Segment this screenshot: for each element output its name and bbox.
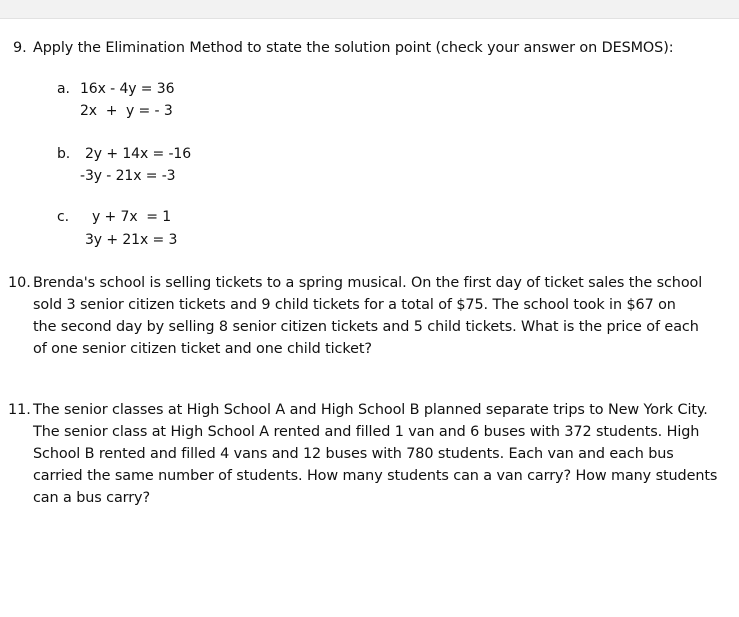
problem-10-line-3: the second day by selling 8 senior citizen tickets and 5 child tickets. What is the price of each <box>33 319 699 335</box>
problem-11-line-3: School B rented and filled 4 vans and 12 buses with 780 students. Each van and each bus <box>33 446 674 462</box>
problem-10-line-2: sold 3 senior citizen tickets and 9 child tickets for a total of $75. The school took in $67 on <box>33 297 676 313</box>
part-a-label: a. <box>57 81 70 97</box>
part-b-equation-1: 2y + 14x = -16 <box>85 146 192 162</box>
part-a-equation-1: 16x - 4y = 36 <box>80 81 175 97</box>
problem-11-line-2: The senior class at High School A rented and filled 1 van and 6 buses with 372 students. High <box>33 424 700 440</box>
problem-11-line-4: carried the same number of students. How many students can a van carry? How many students <box>33 468 718 484</box>
problem-10-line-4: of one senior citizen ticket and one child ticket? <box>33 341 372 357</box>
problem-11-number: 11. <box>8 402 31 418</box>
problem-9-prompt: Apply the Elimination Method to state the solution point (check your answer on DESMOS): <box>33 40 674 56</box>
problem-10-line-1: Brenda's school is selling tickets to a spring musical. On the first day of ticket sales the school <box>33 275 703 291</box>
part-c-label: c. <box>57 209 69 225</box>
part-a-equation-2: 2x + y = - 3 <box>80 103 173 119</box>
part-b-label: b. <box>57 146 71 162</box>
part-c-equation-1: y + 7x = 1 <box>92 209 171 225</box>
problem-11-line-1: The senior classes at High School A and High School B planned separate trips to New York City. <box>33 402 708 418</box>
part-c-equation-2: 3y + 21x = 3 <box>85 232 178 248</box>
problem-9-number: 9. <box>13 40 27 56</box>
problem-10-number: 10. <box>8 275 31 291</box>
problem-11-line-5: can a bus carry? <box>33 490 151 506</box>
part-b-equation-2: -3y - 21x = -3 <box>80 168 176 184</box>
